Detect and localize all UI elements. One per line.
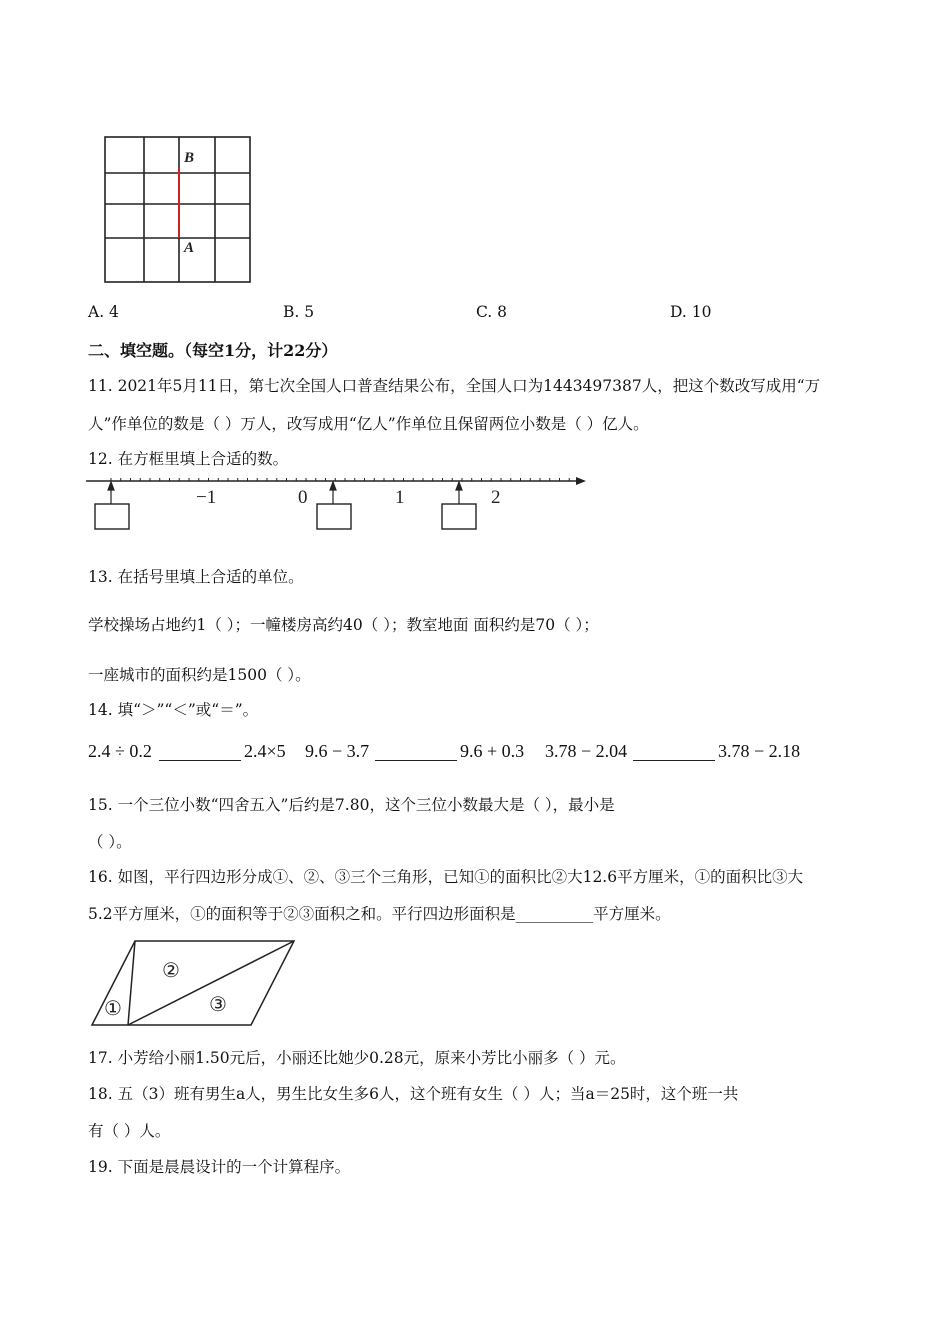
- q15-line1: 15. 一个三位小数“四舍五入”后约是7.80，这个三位小数最大是（ ），最小是: [88, 796, 615, 814]
- q14-expr1-left: 2.4 ÷ 0.2: [88, 741, 152, 761]
- triangle-label-1: ①: [104, 998, 122, 1020]
- q16-line2: 5.2平方厘米，①的面积等于②③面积之和。平行四边形面积是__________平方厘米。: [88, 905, 671, 923]
- q14-blank2[interactable]: [375, 760, 457, 761]
- section-title: 二、填空题。（每空1分，计22分）: [88, 341, 338, 360]
- answer-box-1[interactable]: [95, 504, 129, 529]
- q18-line1: 18. 五（3）班有男生a人，男生比女生多6人，这个班有女生（ ）人；当a＝25时，这个班一共: [88, 1085, 739, 1103]
- tick-label-minus1: −1: [196, 487, 217, 508]
- q14-expr2-right: 9.6 + 0.3: [460, 741, 525, 761]
- q16-line1: 16. 如图，平行四边形分成①、②、③三个三角形，已知①的面积比②大12.6平方厘米，①的面积比③大: [88, 868, 804, 886]
- q14-expr1-right: 2.4×5: [244, 741, 286, 761]
- triangle-label-3: ③: [209, 994, 227, 1016]
- q18-line2: 有（ ）人。: [88, 1122, 171, 1140]
- point-b-label: B: [184, 150, 195, 166]
- tick-label-1: 1: [395, 487, 405, 508]
- q14-expr2-left: 9.6 − 3.7: [305, 741, 370, 761]
- q14-text: 14. 填“＞”“＜”或“＝”。: [88, 701, 259, 719]
- q14-expr3-right: 3.78 − 2.18: [718, 741, 801, 761]
- q19-text: 19. 下面是晨晨设计的一个计算程序。: [88, 1158, 351, 1176]
- tick-label-0: 0: [298, 487, 308, 508]
- answer-box-2[interactable]: [317, 504, 351, 529]
- q14-expr3-left: 3.78 − 2.04: [545, 741, 628, 761]
- q13-text: 13. 在括号里填上合适的单位。: [88, 568, 304, 586]
- grid-figure: [100, 132, 255, 287]
- q12-text: 12. 在方框里填上合适的数。: [88, 450, 289, 468]
- option-d: D. 10: [670, 303, 712, 321]
- parallelogram-figure: [88, 937, 300, 1029]
- q13-line2: 一座城市的面积约是1500（ ）。: [88, 666, 311, 684]
- option-a: A. 4: [88, 303, 119, 321]
- q11-line2: 人”作单位的数是（ ）万人，改写成用“亿人”作单位且保留两位小数是（ ）亿人。: [88, 415, 649, 433]
- answer-box-3[interactable]: [442, 504, 476, 529]
- q11-line1: 11. 2021年5月11日，第七次全国人口普查结果公布，全国人口为1443497387人，把这个数改写成用“万: [88, 377, 821, 395]
- q13-line1: 学校操场占地约1（ ）；一幢楼房高约40（ ）；教室地面 面积约是70（ ）；: [88, 616, 599, 634]
- point-a-label: A: [184, 240, 195, 256]
- option-b: B. 5: [283, 303, 315, 321]
- tick-label-2: 2: [491, 487, 501, 508]
- q17-text: 17. 小芳给小丽1.50元后，小丽还比她少0.28元，原来小芳比小丽多（ ）元。: [88, 1049, 626, 1067]
- q14-blank1[interactable]: [159, 760, 241, 761]
- q14-blank3[interactable]: [633, 760, 715, 761]
- number-line-figure: [84, 470, 594, 534]
- q15-line2: （ ）。: [88, 833, 132, 851]
- option-c: C. 8: [476, 303, 508, 321]
- triangle-label-2: ②: [162, 960, 180, 982]
